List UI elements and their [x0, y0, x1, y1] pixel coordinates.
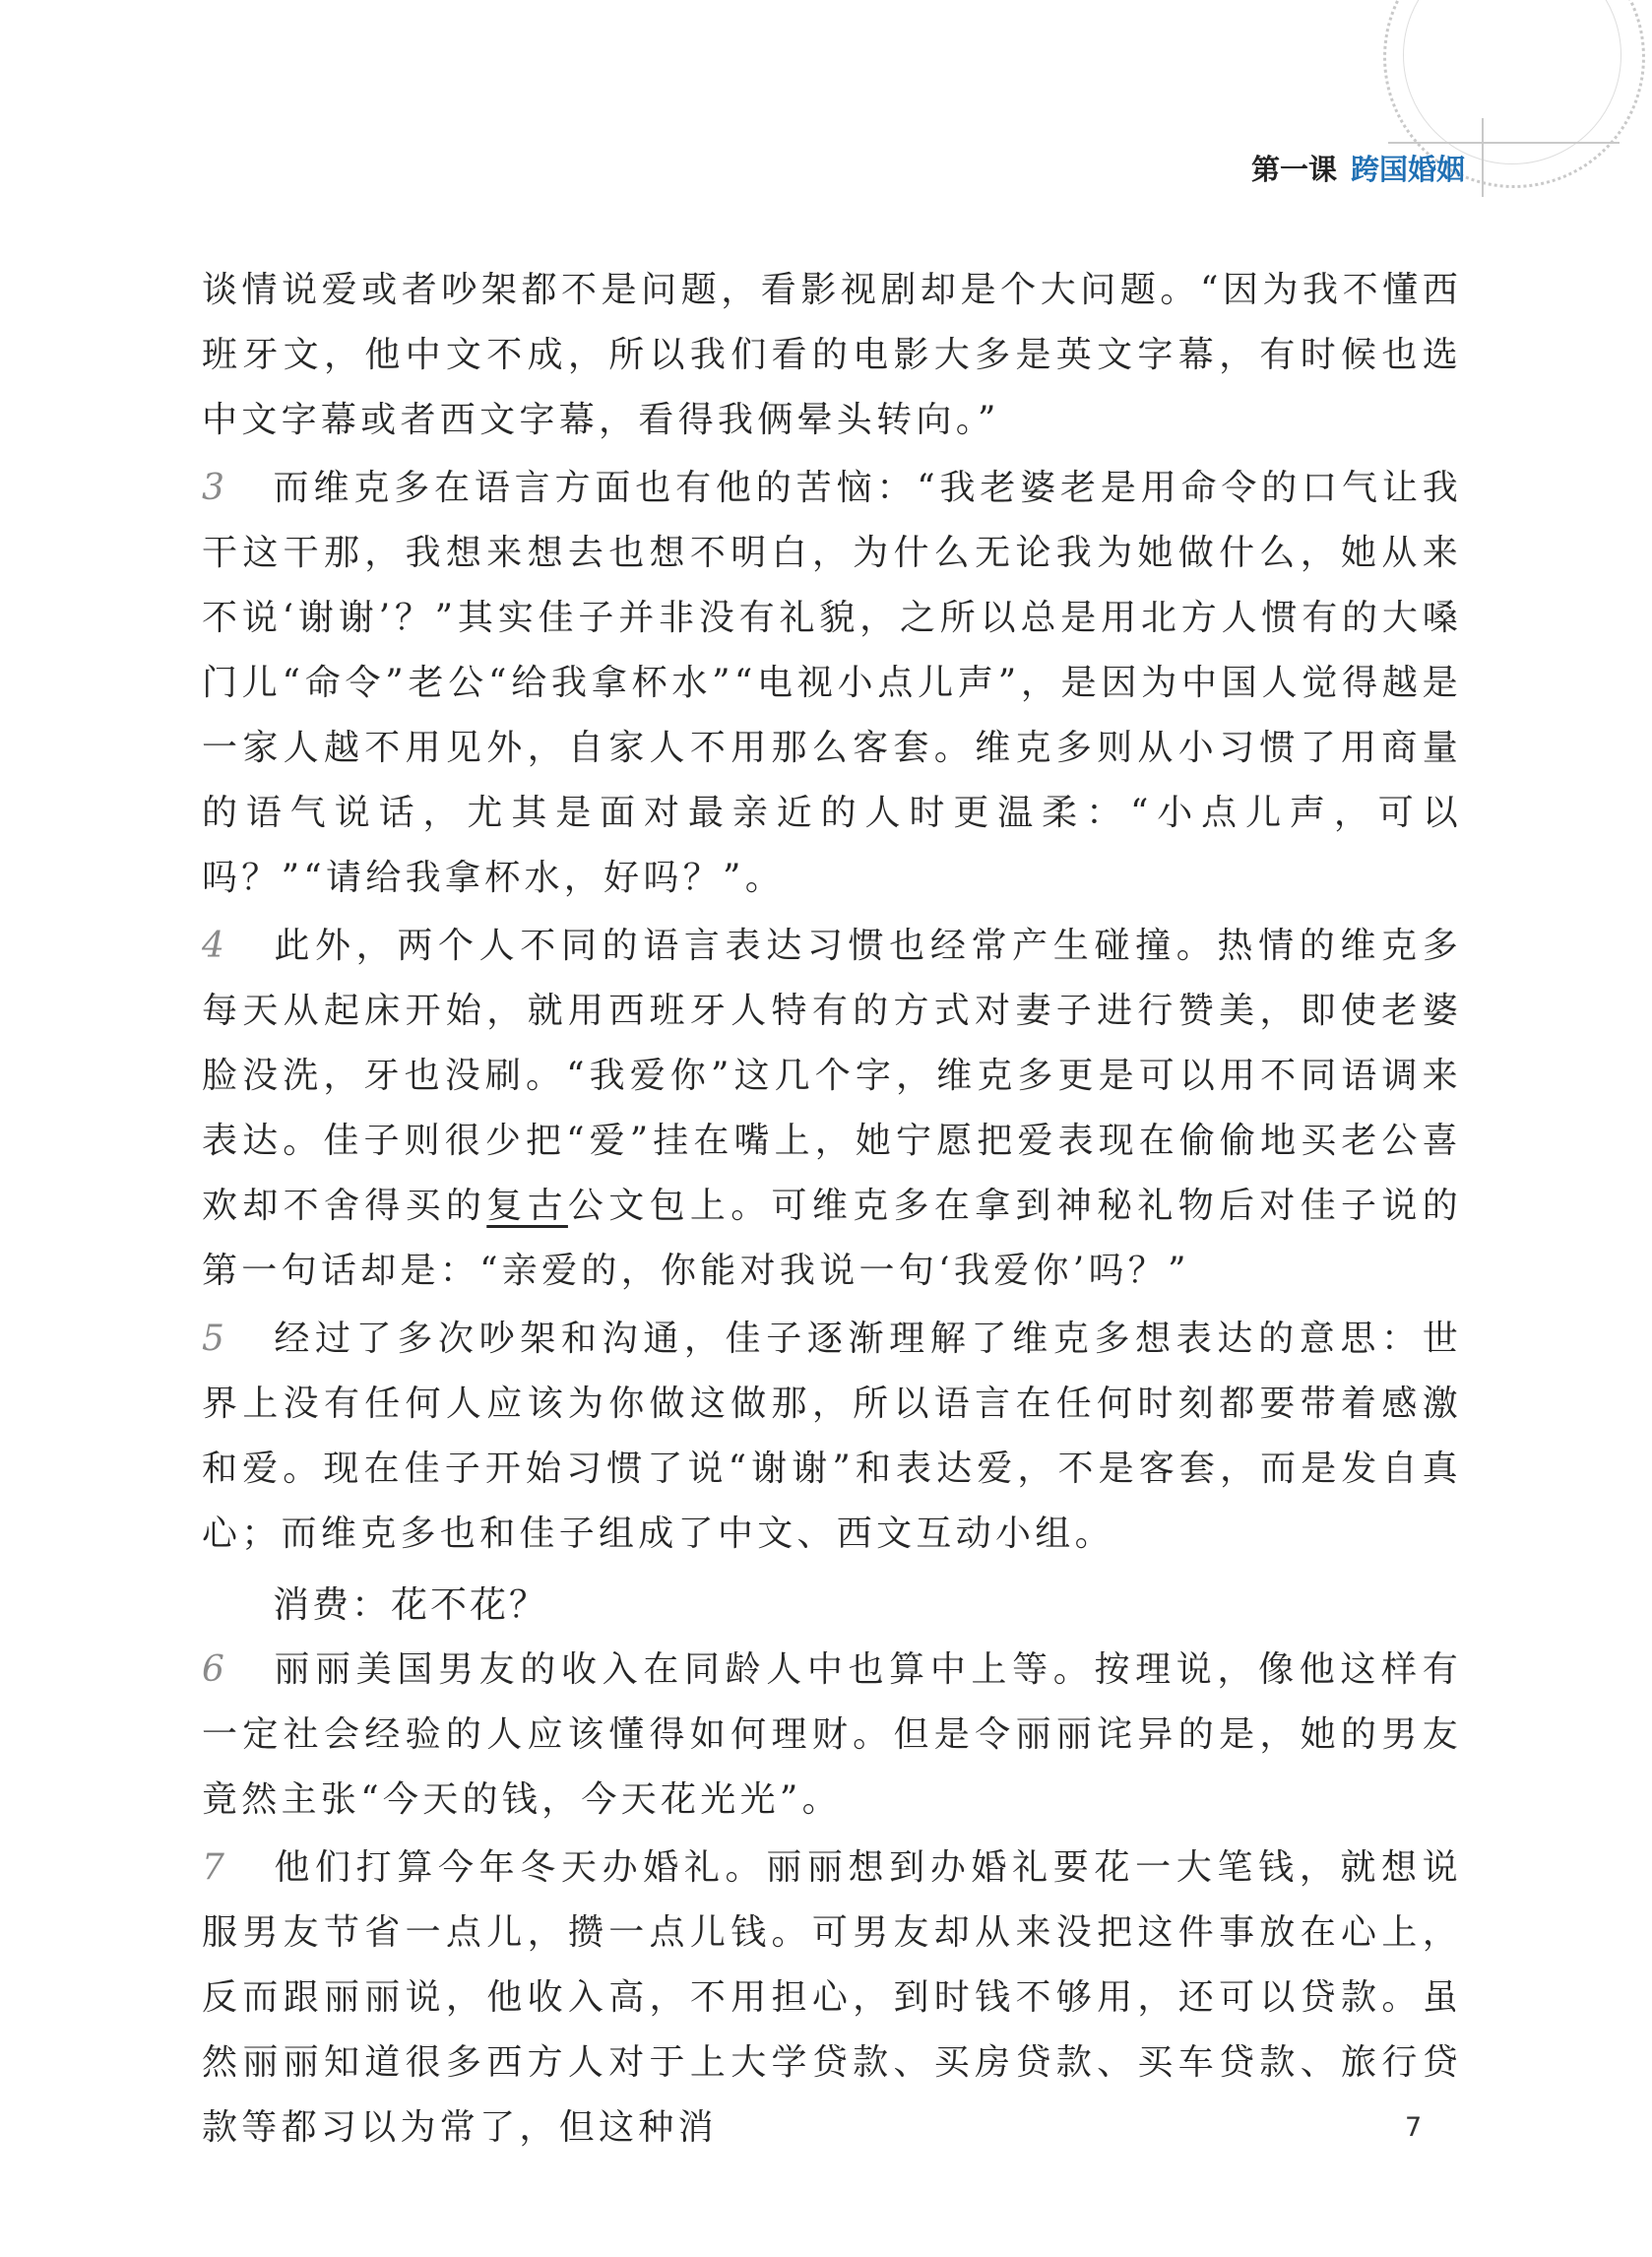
paragraph-number: 7	[202, 1847, 224, 1888]
paragraph-text: 公文包上。可维克多在拿到神秘礼物后对佳子说的第一句话却是：“亲爱的，你能对我说一句‘我爱你’吗？”	[202, 1186, 1462, 1291]
paragraph-number: 4	[202, 926, 224, 966]
decorative-tick	[1482, 118, 1484, 197]
paragraph-3	[202, 456, 1462, 911]
paragraph-7	[202, 1836, 1462, 2160]
paragraph-text: 谈情说爱或者吵架都不是问题，看影视剧却是个大问题。“因为我不懂西班牙文，他中文不成，所以我们看的电影大多是英文字幕，有时候也选中文字幕或者西文字幕，看得我俩晕头转向。”	[202, 270, 1462, 440]
paragraph-number: 3	[202, 468, 224, 508]
paragraph-text: 而维克多在语言方面也有他的苦恼：“我老婆老是用命令的口气让我干这干那，我想来想去也想不明白，为什么无论我为她做什么，她从来不说‘谢谢’？”其实佳子并非没有礼貌，之所以总是用北方人惯有的大嗓门儿“命令”老公“给我拿杯水”“电视小点儿声”，是因为中国人觉得越是一家人越不用见外，自家人不用那么客套。维克多则从小习惯了用商量的语气说话，尤其是面对最亲近的人时更温柔：“小点儿声，可以吗？”“请给我拿杯水，好吗？”。	[202, 468, 1462, 898]
paragraph-5	[202, 1307, 1462, 1567]
paragraph-text: 经过了多次吵架和沟通，佳子逐渐理解了维克多想表达的意思：世界上没有任何人应该为你做这做那，所以语言在任何时刻都要带着感激和爱。现在佳子开始习惯了说“谢谢”和表达爱，不是客套，而是发自真心；而维克多也和佳子组成了中文、西文互动小组。	[202, 1319, 1462, 1554]
paragraph-4	[202, 914, 1462, 1304]
underlined-term: 复古	[486, 1186, 568, 1226]
section-subheading: 消费：花不花？	[273, 1583, 548, 1626]
lesson-number: 第一课	[1250, 153, 1337, 186]
paragraph-text: 丽丽美国男友的收入在同龄人中也算中上等。按理说，像他这样有一定社会经验的人应该懂得如何理财。但是令丽丽诧异的是，她的男友竟然主张“今天的钱，今天花光光”。	[202, 1649, 1462, 1820]
lesson-topic: 跨国婚姻	[1350, 153, 1465, 186]
decorative-line	[1388, 142, 1620, 144]
paragraph-continued	[202, 258, 1462, 453]
paragraph-text: 他们打算今年冬天办婚礼。丽丽想到办婚礼要花一大笔钱，就想说服男友节省一点儿，攒一点儿钱。可男友却从来没把这件事放在心上，反而跟丽丽说，他收入高，不用担心，到时钱不够用，还可以贷款。虽然丽丽知道很多西方人对于上大学贷款、买房贷款、买车贷款、旅行贷款等都习以为常了，但这种消	[202, 1847, 1462, 2148]
running-header	[1251, 148, 1465, 188]
paragraph-number: 5	[202, 1319, 224, 1359]
body-text	[202, 258, 1462, 2163]
paragraph-number: 6	[202, 1649, 224, 1690]
paragraph-text: 此外，两个人不同的语言表达习惯也经常产生碰撞。热情的维克多每天从起床开始，就用西班牙人特有的方式对妻子进行赞美，即使老婆脸没洗，牙也没刷。“我爱你”这几个字，维克多更是可以用不同语调来表达。佳子则很少把“爱”挂在嘴上，她宁愿把爱表现在偷偷地买老公喜欢却不舍得买的	[202, 926, 1462, 1226]
page-number: 7	[1405, 2112, 1423, 2143]
paragraph-6	[202, 1638, 1462, 1833]
